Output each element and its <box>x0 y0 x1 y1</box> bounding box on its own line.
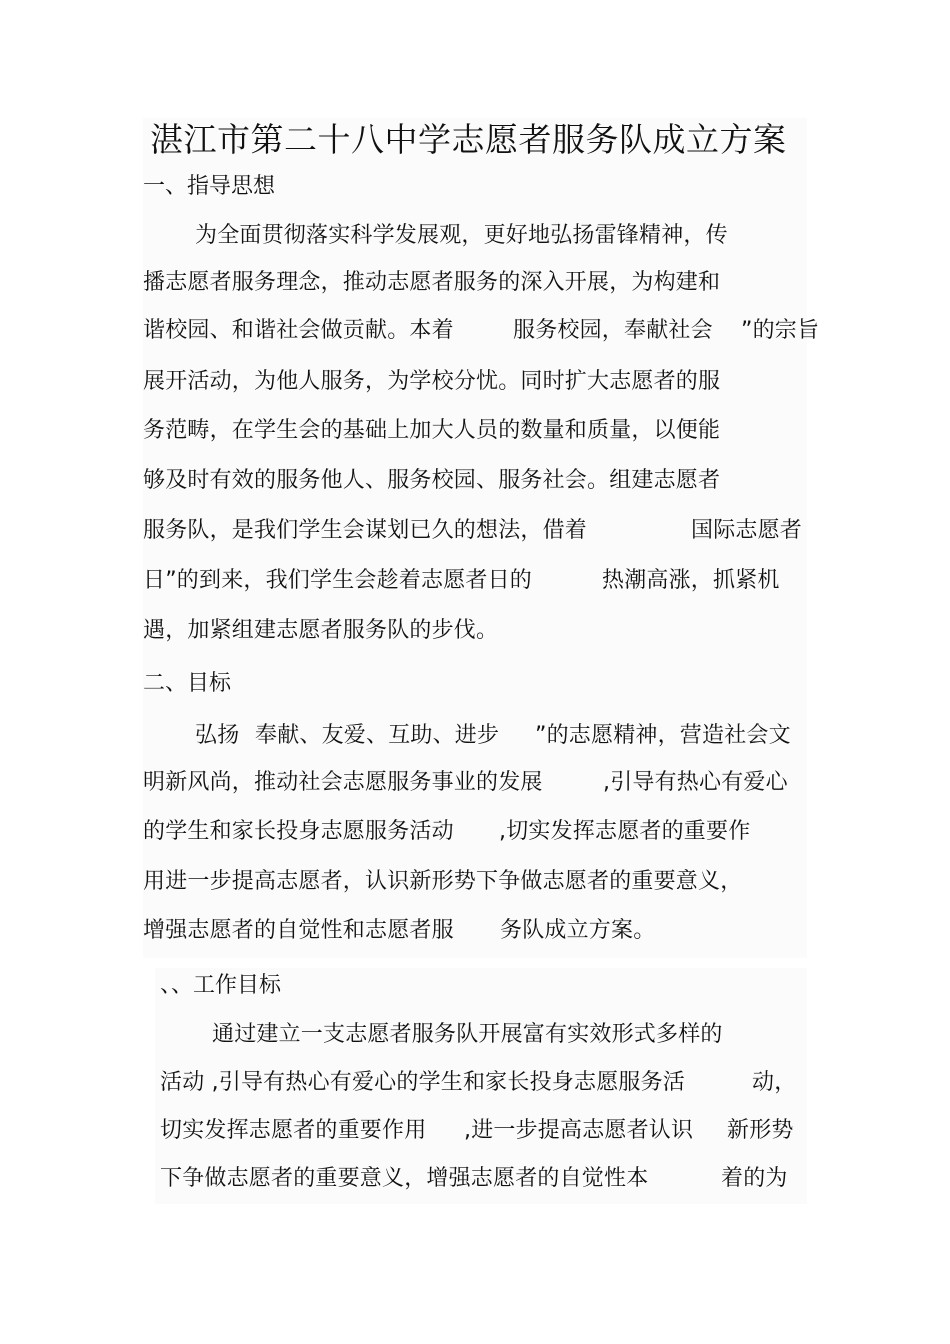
line-text: ,引导有热心有爱心 <box>603 770 788 795</box>
line-text: 动， <box>752 1070 797 1095</box>
document-title: 湛江市第二十八中学志愿者服务队成立方案 <box>150 120 787 159</box>
line-text: 谐校园、和谐社会做贡献。本着 <box>143 318 454 343</box>
paragraph-line <box>195 719 815 753</box>
line-text: ”的宗旨 <box>741 318 820 343</box>
paragraph-line <box>143 365 720 399</box>
paragraph-line <box>143 614 498 648</box>
paragraph-line <box>143 414 720 448</box>
line-text: 务队成立方案。 <box>500 918 656 943</box>
paragraph-line <box>143 266 720 300</box>
paragraph-line <box>143 464 720 498</box>
line-text: 增强志愿者的自觉性和志愿者服 <box>143 918 454 943</box>
line-text: 遇，加紧组建志愿者服务队的步伐。 <box>143 618 499 643</box>
paragraph-line <box>143 766 813 800</box>
line-text: 活动 ,引导有热心有爱心的学生和家长投身志愿服务活 <box>160 1070 685 1095</box>
line-text: ”的志愿精神，营造社会文 <box>535 723 791 748</box>
line-text: 国际志愿者 <box>691 518 803 543</box>
line-text: 服务队，是我们学生会谋划已久的想法，借着 <box>143 518 588 543</box>
paragraph-line <box>195 219 728 253</box>
line-text: 切实发挥志愿者的重要作用 <box>160 1118 427 1143</box>
section-heading-goals: 二、目标 <box>143 671 232 696</box>
line-text: 展开活动，为他人服务，为学校分忧。同时扩大志愿者的服 <box>143 369 721 394</box>
section-heading-work-goals: 、、工作目标 <box>160 973 282 998</box>
paragraph-line <box>160 1114 800 1148</box>
line-text: 日”的到来，我们学生会趁着志愿者日的 <box>143 568 532 593</box>
line-text: 播志愿者服务理念，推动志愿者服务的深入开展，为构建和 <box>143 270 721 295</box>
paragraph-line <box>143 815 783 849</box>
paragraph-line <box>143 914 683 948</box>
line-text: 的学生和家长投身志愿服务活动 <box>143 819 454 844</box>
paragraph-line <box>143 314 833 348</box>
line-text: 服务校园，奉献社会 <box>513 318 713 343</box>
line-text: 为全面贯彻落实科学发展观，更好地弘扬雷锋精神，传 <box>195 223 728 248</box>
paragraph-line <box>160 1066 800 1100</box>
line-text: 用进一步提高志愿者，认识新形势下争做志愿者的重要意义， <box>143 869 743 894</box>
line-text: 务范畴，在学生会的基础上加大人员的数量和质量，以便能 <box>143 418 721 443</box>
section-heading-guiding-ideology: 一、指导思想 <box>143 174 276 199</box>
paragraph-line <box>212 1018 723 1052</box>
line-text: ,进一步提高志愿者认识 <box>464 1118 694 1143</box>
line-text: 热潮高涨，抓紧机 <box>602 568 780 593</box>
line-text: 下争做志愿者的重要意义，增强志愿者的自觉性本 <box>160 1166 649 1191</box>
line-text: 奉献、友爱、互助、进步 <box>255 723 500 748</box>
line-text: 通过建立一支志愿者服务队开展富有实效形式多样的 <box>212 1022 723 1047</box>
line-text: 够及时有效的服务他人、服务校园、服务社会。组建志愿者 <box>143 468 721 493</box>
line-text: 新形势 <box>727 1118 794 1143</box>
paragraph-line <box>143 514 823 548</box>
paragraph-line <box>143 865 742 899</box>
line-text: 弘扬 <box>195 723 240 748</box>
paragraph-line <box>160 1162 800 1196</box>
line-text: 着的为 <box>721 1166 788 1191</box>
paragraph-line <box>143 564 823 598</box>
line-text: 明新风尚，推动社会志愿服务事业的发展 <box>143 770 543 795</box>
line-text: ,切实发挥志愿者的重要作 <box>499 819 751 844</box>
